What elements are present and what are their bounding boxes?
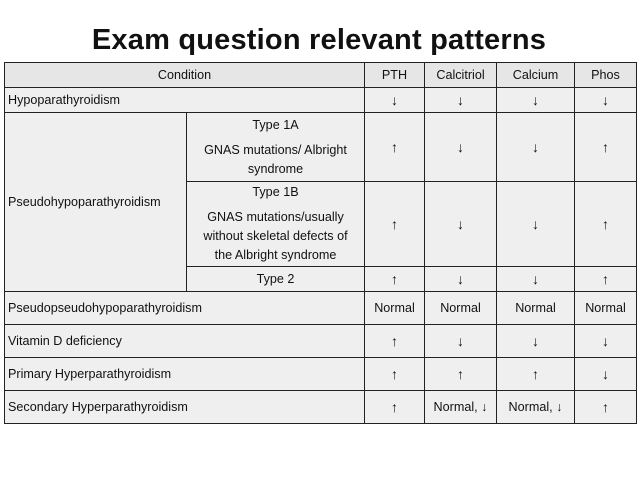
- subtype-description: the Albright syndrome: [214, 248, 337, 262]
- phos-cell: ↑: [575, 182, 637, 267]
- pth-cell: ↑: [365, 113, 425, 182]
- pth-cell: ↑: [365, 358, 425, 391]
- header-calcitriol: Calcitriol: [425, 63, 497, 88]
- pth-cell: Normal: [365, 292, 425, 325]
- condition-primary-hyperparathyroidism: Primary Hyperparathyroidism: [5, 358, 365, 391]
- calcitriol-cell: Normal, ↓: [425, 391, 497, 424]
- subtype-description: syndrome: [247, 161, 304, 176]
- condition-vitamin-d-deficiency: Vitamin D deficiency: [5, 325, 365, 358]
- phos-cell: ↑: [575, 391, 637, 424]
- phos-cell: ↑: [575, 113, 637, 182]
- calcitriol-cell: ↓: [425, 88, 497, 113]
- phos-cell: Normal: [575, 292, 637, 325]
- table-row: [5, 358, 637, 391]
- table-row: [5, 88, 637, 113]
- subtype-description: GNAS mutations/usually: [207, 210, 344, 224]
- table-row: [5, 292, 637, 325]
- subtype-1a-cell: [187, 113, 365, 182]
- table-row: [5, 113, 637, 182]
- pth-cell: ↑: [365, 325, 425, 358]
- pth-cell: ↑: [365, 182, 425, 267]
- pth-cell: ↑: [365, 391, 425, 424]
- header-row: [5, 63, 637, 88]
- calcitriol-cell: ↓: [425, 113, 497, 182]
- subtype-description: without skeletal defects of: [203, 229, 348, 243]
- subtype-label: Type 1A: [252, 117, 299, 132]
- calcitriol-cell: ↓: [425, 267, 497, 292]
- condition-hypoparathyroidism: Hypoparathyroidism: [5, 88, 365, 113]
- calcitriol-cell: ↑: [425, 358, 497, 391]
- patterns-table: [4, 62, 637, 424]
- subtype-description: GNAS mutations/ Albright: [204, 142, 347, 157]
- subtype-label: Type 1B: [252, 185, 299, 199]
- calcium-cell: ↑: [497, 358, 575, 391]
- calcium-cell: ↓: [497, 267, 575, 292]
- calcitriol-cell: ↓: [425, 182, 497, 267]
- calcium-cell: Normal: [497, 292, 575, 325]
- phos-cell: ↓: [575, 325, 637, 358]
- header-calcium: Calcium: [497, 63, 575, 88]
- phos-cell: ↑: [575, 267, 637, 292]
- header-pth: PTH: [365, 63, 425, 88]
- pth-cell: ↓: [365, 88, 425, 113]
- condition-secondary-hyperparathyroidism: Secondary Hyperparathyroidism: [5, 391, 365, 424]
- subtype-2-cell: Type 2: [187, 267, 365, 292]
- phos-cell: ↓: [575, 358, 637, 391]
- header-phos: Phos: [575, 63, 637, 88]
- pth-cell: ↑: [365, 267, 425, 292]
- condition-pseudohypoparathyroidism: Pseudohypoparathyroidism: [5, 113, 187, 292]
- header-condition: Condition: [5, 63, 365, 88]
- calcitriol-cell: ↓: [425, 325, 497, 358]
- table-row: [5, 325, 637, 358]
- subtype-1b-cell: [187, 182, 365, 267]
- calcium-cell: ↓: [497, 113, 575, 182]
- calcium-cell: ↓: [497, 88, 575, 113]
- calcitriol-cell: Normal: [425, 292, 497, 325]
- calcium-cell: ↓: [497, 182, 575, 267]
- phos-cell: ↓: [575, 88, 637, 113]
- page-title: Exam question relevant patterns: [91, 24, 547, 56]
- calcium-cell: ↓: [497, 325, 575, 358]
- calcium-cell: Normal, ↓: [497, 391, 575, 424]
- table-row: [5, 391, 637, 424]
- condition-pseudopseudohypoparathyroidism: Pseudopseudohypoparathyroidism: [5, 292, 365, 325]
